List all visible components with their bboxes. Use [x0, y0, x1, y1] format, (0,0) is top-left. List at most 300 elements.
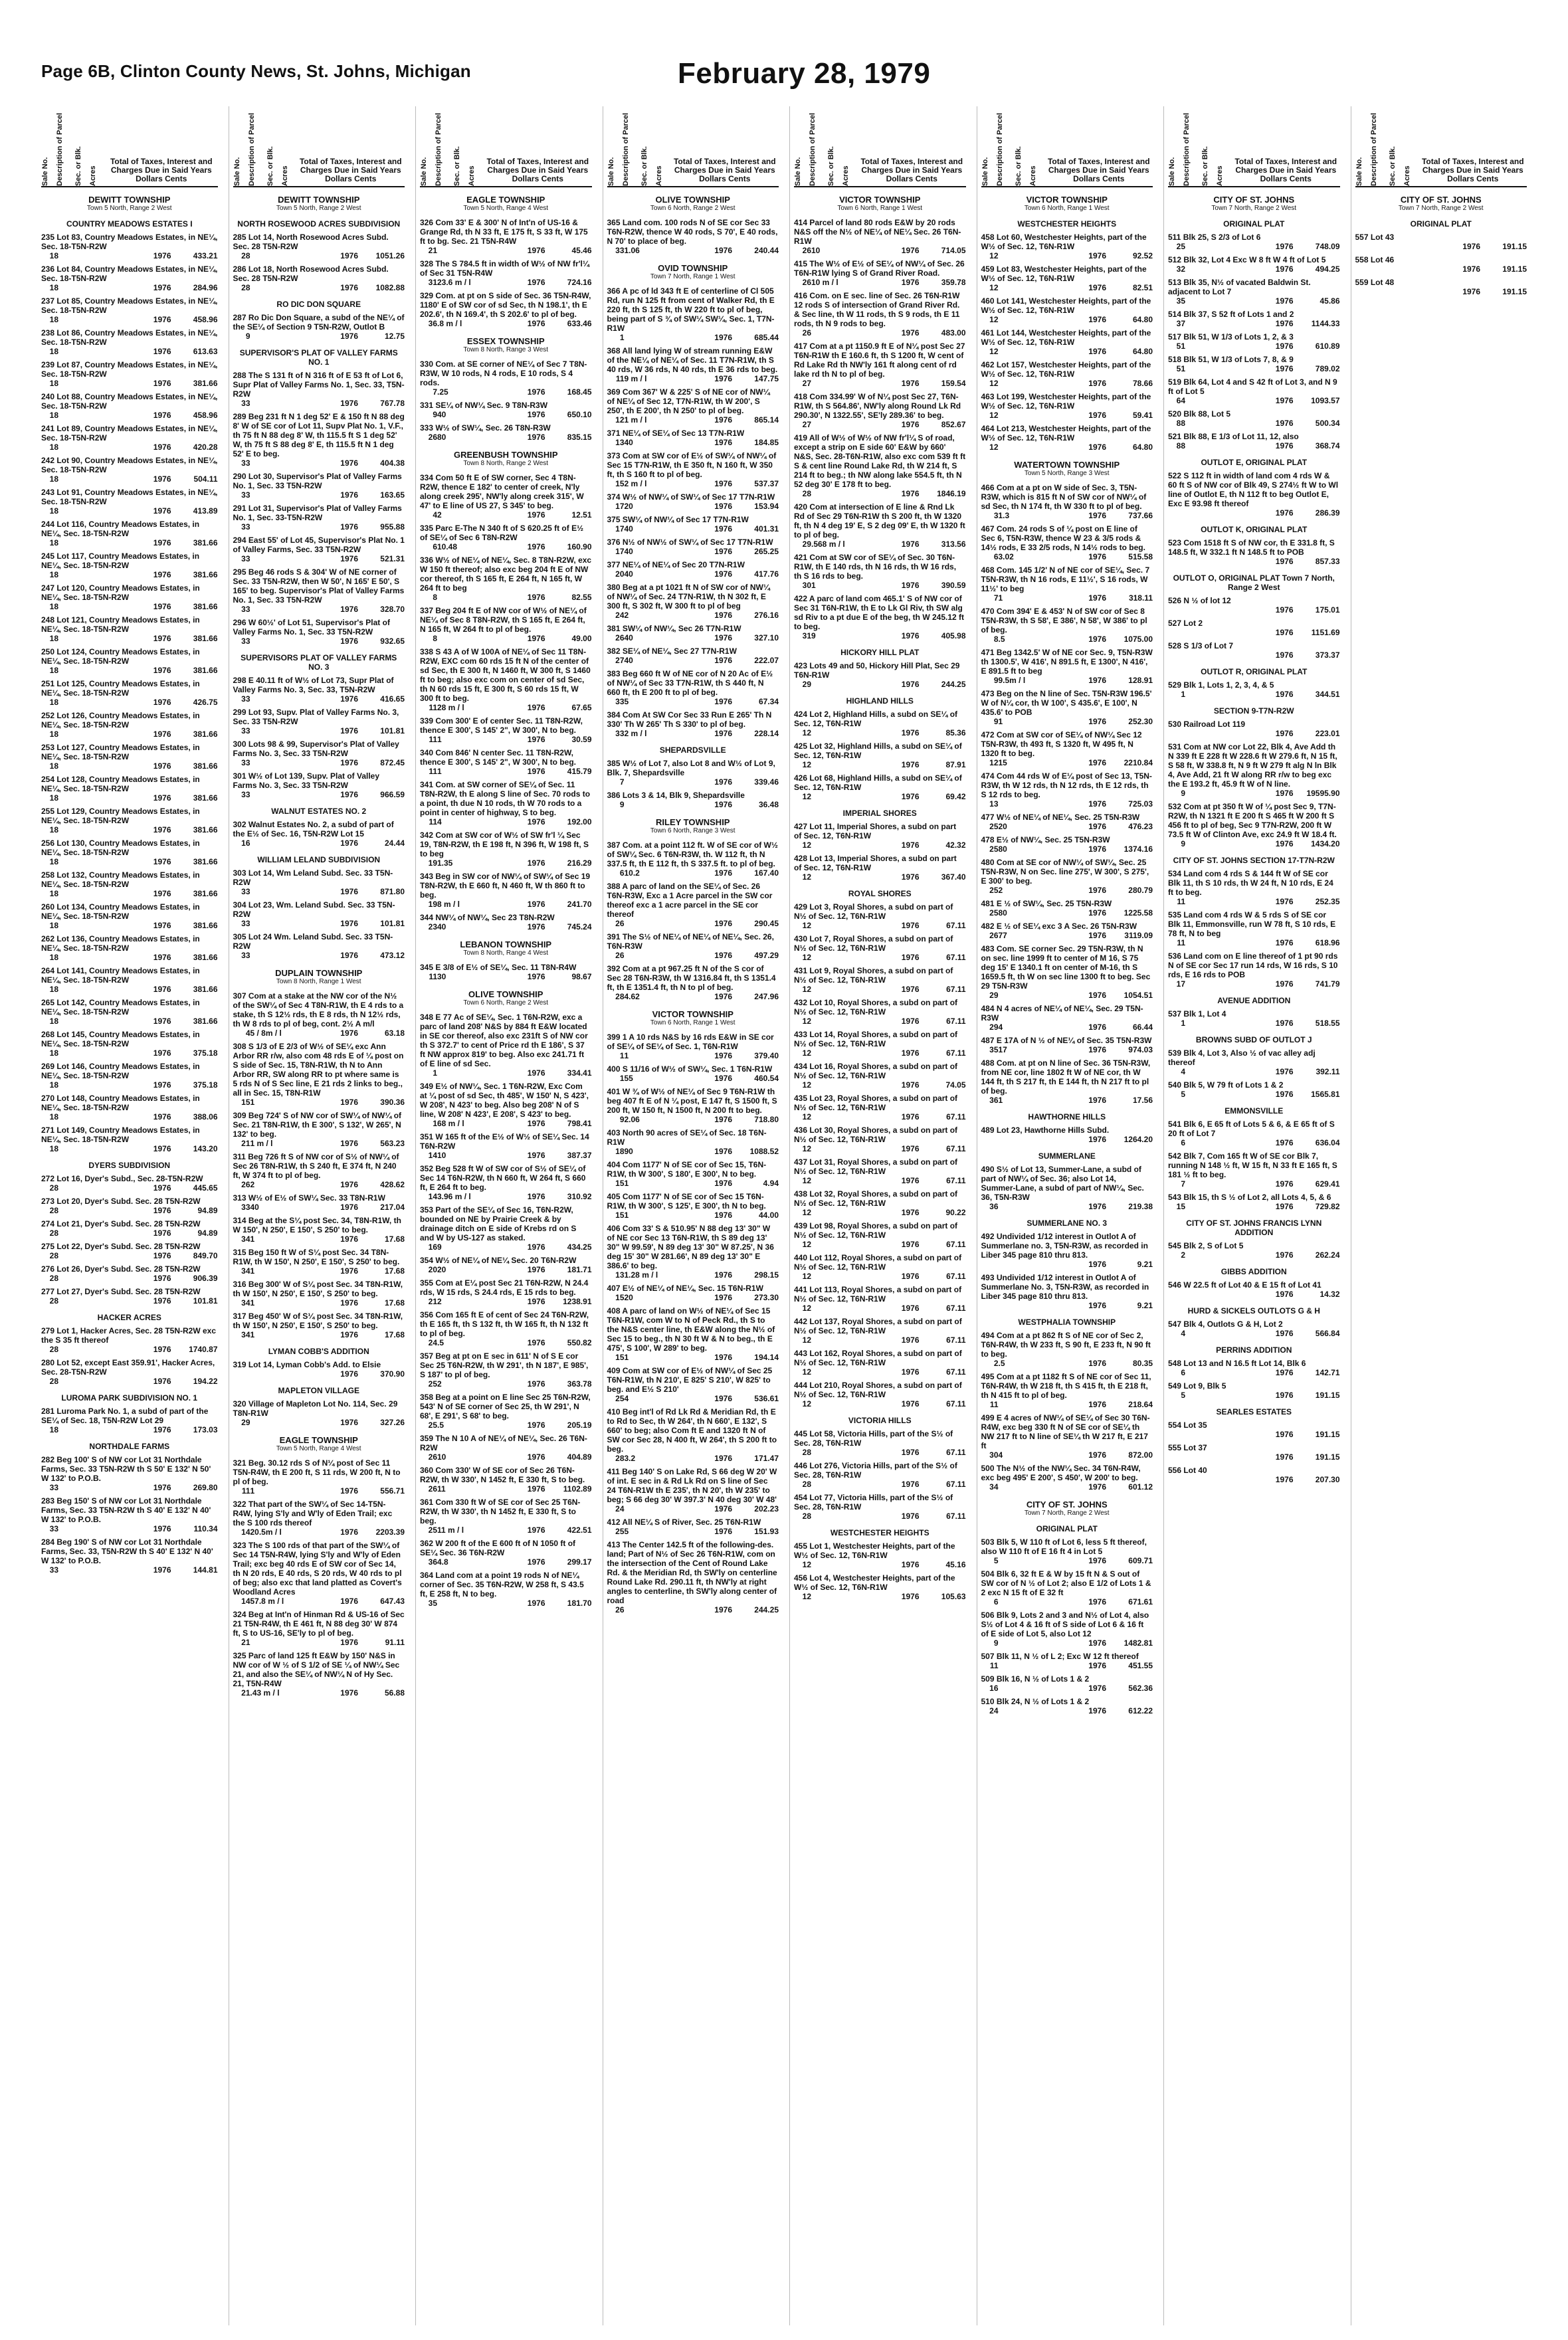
parcel-acres — [625, 777, 706, 787]
parcel-total: 247.96 — [754, 992, 779, 1001]
parcel-amount-row — [233, 1369, 405, 1379]
parcel-section — [981, 1301, 999, 1311]
parcel-section: 7 — [1181, 1179, 1185, 1189]
parcel-year: 1976 — [1275, 319, 1294, 328]
plat-heading: ROYAL SHORES — [848, 889, 912, 898]
parcel-amount-row — [607, 547, 779, 557]
parcel-amount-row — [981, 1023, 1153, 1032]
parcel-acres — [999, 1684, 1080, 1694]
parcel-description: 428 Lot 13, Imperial Shores, a subd on part of Sec. 12, T6N-R1W — [794, 854, 957, 872]
parcel-acres: .43 m / l — [250, 1688, 280, 1698]
parcel-year: 1976 — [1088, 908, 1106, 918]
parcel-amount-row — [1168, 296, 1340, 306]
parcel-amount-row — [981, 251, 1153, 261]
parcel-section: 18 — [49, 666, 58, 675]
parcel-description: 251 Lot 125, Country Meadows Estates, in NE¼, Sec. 18-T5N-R2W — [41, 679, 200, 698]
parcel-year: 1976 — [153, 1251, 171, 1260]
parcel-total: 67.11 — [946, 1335, 966, 1345]
listing-entry — [233, 1458, 405, 1496]
listing-entry — [981, 328, 1153, 357]
parcel-year: 1976 — [901, 1240, 920, 1249]
parcel-section: 33 — [615, 729, 625, 738]
parcel-year: 1976 — [340, 1139, 358, 1148]
parcel-description: 430 Lot 7, Royal Shores, a subd on part of N½ of Sec. 12, T6N-R1W — [794, 934, 953, 953]
parcel-total: 82.55 — [571, 593, 592, 602]
parcel-acres: 80 — [998, 908, 1007, 918]
plat-heading: SHEPARDSVILLE — [659, 745, 726, 755]
parcel-total: 67.11 — [946, 1480, 966, 1489]
listing-entry — [607, 1306, 779, 1363]
parcel-description: 407 E½ of NE¼ of NE¼, Sec. 15 T6N-R1W — [607, 1284, 763, 1293]
parcel-total: 966.59 — [380, 790, 405, 799]
parcel-section: 12 — [802, 1112, 811, 1121]
parcel-section: 4 — [433, 510, 437, 520]
parcel-description: 300 Lots 98 & 99, Supervisor's Plat of Valley Farms No. 3, Sec. 33 T5N-R2W — [233, 739, 399, 758]
parcel-acres — [1185, 1452, 1267, 1462]
masthead — [0, 0, 1568, 100]
listing-entry — [1355, 278, 1527, 297]
parcel-acres — [58, 1524, 145, 1534]
parcel-total: 67.11 — [946, 1448, 966, 1457]
parcel-acres — [999, 1597, 1080, 1607]
parcel-total: 91.11 — [385, 1638, 405, 1647]
parcel-amount-row — [981, 1202, 1153, 1212]
parcel-total: 647.43 — [380, 1597, 405, 1606]
listing-entry — [794, 259, 966, 288]
parcel-acres: 2 — [250, 1180, 255, 1189]
parcel-acres: 2 — [624, 611, 629, 620]
parcel-description: 244 Lot 116, Country Meadows Estates, in NE¼, Sec. 18-T5N-R2W — [41, 520, 200, 538]
listing-entry — [1168, 596, 1340, 615]
parcel-section: 29 — [802, 680, 811, 689]
parcel-total: 613.63 — [193, 347, 218, 356]
parcel-section: 9 — [619, 1115, 625, 1124]
parcel-year: 1976 — [153, 1296, 171, 1306]
parcel-total: 381.66 — [193, 985, 218, 994]
parcel-description: 529 Blk 1, Lots 1, 2, 3, 4, & 5 — [1168, 680, 1274, 690]
listing-entry — [607, 583, 779, 621]
parcel-acres — [437, 593, 519, 603]
parcel-description: 456 Lot 4, Westchester Heights, part of the W½ of Sec. 12, T6N-R1W — [794, 1573, 955, 1592]
listing-entry — [794, 1429, 966, 1458]
parcel-year: 1976 — [340, 490, 358, 500]
listing-entry — [420, 1256, 592, 1275]
parcel-section: 12 — [802, 760, 811, 769]
parcel-section: 4 — [1181, 1067, 1185, 1076]
parcel-description: 371 NE¼ of SE¼ of Sec 13 T7N-R1W — [607, 429, 745, 438]
listing-entry — [607, 964, 779, 1002]
parcel-description: 345 E 3/8 of E½ of SE¼, Sec. 11 T8N-R4W — [420, 963, 577, 972]
township-range: Town 8 North, Range 2 West — [463, 460, 549, 467]
parcel-total: 556.71 — [380, 1486, 405, 1496]
parcel-acres — [58, 698, 145, 708]
listing-entry — [1168, 409, 1340, 429]
parcel-section: 6 — [619, 868, 625, 878]
parcel-year: 1976 — [153, 442, 171, 452]
parcel-year: 1976 — [1275, 1329, 1294, 1338]
parcel-year: 1976 — [153, 506, 171, 516]
parcel-acres: .25 — [437, 387, 448, 397]
listing-entry — [420, 1132, 592, 1161]
parcel-year: 1976 — [714, 1293, 732, 1302]
parcel-amount-row — [41, 474, 218, 484]
parcel-year: 1976 — [340, 1527, 358, 1537]
listing-entry — [794, 1541, 966, 1570]
parcel-section: 12 — [802, 985, 811, 994]
parcel-amount-row — [607, 524, 779, 534]
parcel-total: 1144.33 — [1311, 319, 1340, 328]
parcel-total: 1151.69 — [1311, 628, 1340, 637]
parcel-total: 17.68 — [384, 1330, 405, 1339]
parcel-acres — [1185, 1475, 1267, 1485]
parcel-total: 368.74 — [1315, 441, 1340, 450]
parcel-amount-row — [981, 717, 1153, 727]
parcel-acres: 1 m / l — [250, 1139, 273, 1148]
parcel-amount-row — [420, 1484, 592, 1494]
parcel-acres — [437, 1599, 519, 1609]
parcel-total: 159.54 — [941, 379, 966, 388]
listing-entry — [981, 1610, 1153, 1648]
parcel-description: 273 Lot 20, Dyer's Subd. Sec. 28 T5N-R2W — [41, 1197, 201, 1206]
listing-entry — [1168, 1359, 1340, 1378]
parcel-year: 1976 — [714, 502, 732, 511]
township-heading: WATERTOWN TOWNSHIP — [1014, 460, 1120, 470]
parcel-total: 434.25 — [567, 1242, 592, 1252]
listing-column — [41, 106, 218, 2325]
parcel-total: 381.66 — [193, 570, 218, 579]
header-total: Total of Taxes, Interest and Charges Due in Said Years Dollars Cents — [1421, 157, 1524, 183]
parcel-amount-row — [981, 1359, 1153, 1369]
parcel-description: 288 The S 131 ft of N 316 ft of E 53 ft of Lot 6, Supr Plat of Valley Farms No. 1, Sec. 33, T5N-R2W — [233, 371, 405, 399]
parcel-acres — [58, 474, 145, 484]
parcel-section: 26 — [615, 633, 625, 642]
parcel-section: 7 — [619, 777, 625, 787]
parcel-amount-row — [794, 278, 966, 288]
parcel-acres: 68 m / l — [437, 1119, 464, 1128]
parcel-acres — [811, 1560, 893, 1570]
parcel-amount-row — [1168, 1138, 1340, 1148]
parcel-section: 18 — [49, 953, 58, 962]
parcel-description: 304 Lot 23, Wm. Leland Subd. Sec. 33 T5N-R2W — [233, 900, 395, 919]
parcel-total: 601.12 — [1128, 1482, 1153, 1492]
parcel-amount-row — [607, 569, 779, 579]
parcel-section: 6 — [1181, 1138, 1185, 1147]
parcel-description: 353 Part of the SE¼ of Sec 16, T6N-R2W, bounded on NE by Prairie Creek & by drainage ditch on E side of Krebs rd on S and W by US-127 as staked. — [420, 1205, 577, 1242]
parcel-acres: .8 m / l — [437, 319, 462, 328]
parcel-acres — [58, 1017, 145, 1026]
parcel-year: 1976 — [1275, 242, 1294, 251]
parcel-total: 85.36 — [945, 728, 966, 737]
parcel-total: 42.32 — [945, 840, 966, 850]
parcel-section: 12 — [989, 283, 999, 292]
parcel-description: 435 Lot 23, Royal Shores, a subd on part of N½ of Sec. 12, T6N-R1W — [794, 1094, 958, 1112]
parcel-year: 1976 — [153, 411, 171, 420]
parcel-total: 381.66 — [193, 602, 218, 611]
parcel-amount-row — [1168, 396, 1340, 406]
parcel-description: 348 E 77 Ac of SE¼, Sec. 1 T6N-R2W, exc a parc of land 208' N&S by 884 ft E&W located in SE cor thereof, also exc 231ft S of NW cor th S 372.7' to cent of Price rd th E 186', S 37 ft NW approx 819' to beg. Also exc 241.71 ft of E line of sd Sec. — [420, 1013, 588, 1068]
parcel-acres — [1185, 1290, 1267, 1300]
parcel-description: 411 Beg 140' S on Lake Rd, S 66 deg W 20' W of int. E sec in & Rd Lk Rd on S line of Sec 24 T6N-R1W th E 235', th N 20', th W 235' to beg; S 66 deg 30' W 397.3' N 40 deg 30' W 48' — [607, 1467, 777, 1504]
parcel-acres — [999, 1638, 1080, 1648]
parcel-total: 401.31 — [754, 524, 779, 534]
parcel-section: 33 — [241, 458, 250, 468]
parcel-section: 1 — [433, 1068, 437, 1078]
parcel-section: 34 — [241, 1266, 250, 1276]
parcel-acres — [1185, 1391, 1267, 1401]
parcel-section — [1168, 605, 1185, 615]
listing-entry — [981, 1464, 1153, 1492]
parcel-total: 67.11 — [946, 921, 966, 930]
parcel-description: 282 Beg 100' S of NW cor Lot 31 Northdale Farms, Sec. 33 T5N-R2W th S 50' E 132' N 50' W 132' to P.O.B. — [41, 1455, 211, 1483]
parcel-acres — [1185, 938, 1267, 948]
parcel-amount-row — [233, 1597, 405, 1607]
parcel-year: 1976 — [901, 1335, 920, 1345]
header-sec-blk: Sec. or Blk. — [453, 146, 461, 186]
parcel-amount-row — [41, 953, 218, 963]
listing-entry — [794, 1094, 966, 1122]
parcel-acres — [58, 1425, 145, 1435]
listing-entry — [794, 710, 966, 738]
parcel-acres — [625, 951, 706, 961]
parcel-section: 6 — [993, 1597, 999, 1607]
parcel-description: 490 S½ of Lot 13, Summer-Lane, a subd of part of NW¼ of Sec. 36; also Lot 14, Summer-Lane, a subd of part of NW¼, Sec. 36, T5N-R3W — [981, 1165, 1144, 1202]
parcel-year: 1976 — [1275, 1202, 1294, 1211]
township-heading: ESSEX TOWNSHIP — [466, 336, 545, 346]
parcel-total: 205.19 — [567, 1420, 592, 1430]
parcel-section: 24 — [428, 1338, 437, 1347]
township-heading: EAGLE TOWNSHIP — [466, 195, 545, 205]
parcel-year: 1976 — [714, 1051, 732, 1060]
parcel-acres — [1185, 979, 1267, 989]
header-total: Total of Taxes, Interest and Charges Due in Said Years Dollars Cents — [486, 157, 589, 183]
listing-entry — [981, 264, 1153, 293]
parcel-amount-row — [420, 1452, 592, 1462]
parcel-amount-row — [41, 538, 218, 548]
parcel-description: 405 Com 1177' N of SE cor of Sec 15 T6N-R1W, th W 300', S 125', E 300', th N to beg. — [607, 1192, 766, 1211]
parcel-acres — [999, 283, 1080, 293]
parcel-description: 243 Lot 91, Country Meadows Estates, in NE¼, Sec. 18-T5N-R2W — [41, 488, 218, 506]
parcel-section: 34 — [241, 1330, 250, 1339]
listing-entry — [981, 1372, 1153, 1410]
parcel-total: 381.66 — [193, 953, 218, 962]
parcel-total: 550.82 — [567, 1338, 592, 1347]
header-acres: Acres — [1216, 165, 1224, 186]
parcel-amount-row — [794, 1448, 966, 1458]
parcel-year: 1976 — [1088, 991, 1106, 1000]
parcel-year: 1976 — [153, 251, 171, 260]
parcel-total: 313.56 — [941, 539, 966, 549]
parcel-description: 265 Lot 142, Country Meadows Estates, in NE¼, Sec. 18-T5N-R2W — [41, 998, 200, 1017]
parcel-year: 1976 — [1275, 441, 1294, 450]
parcel-section: 26 — [428, 1452, 437, 1462]
parcel-section: 28 — [49, 1228, 58, 1238]
parcel-section: 33 — [241, 790, 250, 799]
parcel-total: 1565.81 — [1311, 1090, 1340, 1099]
parcel-total: 852.67 — [941, 420, 966, 429]
plat-heading: DYERS SUBDIVISION — [88, 1161, 171, 1170]
parcel-year: 1976 — [527, 542, 545, 551]
parcel-year: 1976 — [527, 735, 545, 744]
parcel-total: 426.75 — [193, 698, 218, 707]
plat-heading: HAWTHORNE HILLS — [1028, 1112, 1106, 1121]
parcel-amount-row — [41, 1048, 218, 1058]
parcel-description: 423 Lots 49 and 50, Hickory Hill Plat, Sec 29 T6N-R1W — [794, 661, 960, 680]
parcel-year: 1976 — [1088, 1661, 1106, 1670]
parcel-total: 849.70 — [193, 1251, 218, 1260]
parcel-acres — [811, 328, 893, 338]
parcel-amount-row — [420, 410, 592, 420]
parcel-year: 1976 — [1275, 296, 1294, 306]
township-range: Town 7 North, Range 1 West — [650, 273, 735, 280]
header-total: Total of Taxes, Interest and Charges Due in Said Years Dollars Cents — [110, 157, 213, 183]
listing-entry — [607, 669, 779, 707]
parcel-amount-row — [607, 800, 779, 810]
parcel-amount-row — [1168, 789, 1340, 799]
parcel-year: 1976 — [1088, 758, 1106, 767]
header-acres: Acres — [468, 165, 476, 186]
listing-entry — [607, 1540, 779, 1615]
parcel-amount-row — [41, 1377, 218, 1387]
parcel-amount-row — [794, 680, 966, 690]
parcel-amount-row — [233, 838, 405, 848]
column-header — [1355, 106, 1527, 187]
parcel-amount-row — [981, 283, 1153, 293]
parcel-total: 78.66 — [1132, 379, 1153, 388]
parcel-section: 37 — [1176, 319, 1185, 328]
parcel-description: 543 Blk 15, th S ½ of Lot 2, all Lots 4, 5, & 6 — [1168, 1193, 1331, 1202]
listing-entry — [1168, 720, 1340, 739]
parcel-acres — [625, 800, 706, 810]
parcel-year: 1976 — [714, 374, 732, 383]
listing-entry — [420, 1310, 592, 1348]
parcel-section: 33 — [49, 1483, 58, 1492]
parcel-total: 748.09 — [1315, 242, 1340, 251]
parcel-section: 12 — [802, 792, 811, 801]
parcel-section: 33 — [49, 1565, 58, 1575]
parcel-amount-row — [794, 1399, 966, 1409]
parcel-acres — [999, 442, 1080, 452]
parcel-acres: 1 — [250, 1098, 255, 1107]
parcel-year: 1976 — [901, 1144, 920, 1153]
parcel-amount-row — [981, 442, 1153, 452]
header-sale-no: Sale No. — [420, 157, 428, 186]
parcel-total: 1374.16 — [1124, 844, 1153, 854]
parcel-amount-row — [794, 328, 966, 338]
parcel-description: 391 The S½ of NE¼ of NE¼ of NE¼, Sec. 26, T6N-R3W — [607, 932, 774, 951]
plat-heading: EMMONSVILLE — [1225, 1106, 1284, 1116]
parcel-year: 1976 — [1275, 1250, 1294, 1260]
parcel-description: 286 Lot 18, North Rosewood Acres Subd. Sec. 28 T5N-R2W — [233, 264, 389, 283]
listing-entry — [420, 1498, 592, 1535]
parcel-amount-row — [981, 931, 1153, 941]
township-range: Town 6 North, Range 1 West — [650, 1019, 735, 1026]
parcel-description: 386 Lots 3 & 14, Blk 9, Shepardsville — [607, 791, 745, 800]
parcel-total: 219.38 — [1128, 1202, 1153, 1211]
parcel-section: 14 — [241, 1527, 250, 1537]
parcel-total: 1088.52 — [749, 1147, 779, 1156]
parcel-total: 392.11 — [1316, 1067, 1340, 1076]
parcel-amount-row — [420, 1192, 592, 1202]
parcel-section: 12 — [989, 347, 999, 356]
plat-heading: BROWNS SUBD OF OUTLOT J — [1195, 1035, 1312, 1044]
parcel-year: 1976 — [527, 1557, 545, 1567]
parcel-year: 1976 — [714, 246, 732, 255]
parcel-acres: 40 — [437, 410, 446, 419]
parcel-total: 101.81 — [193, 1296, 218, 1306]
listing-entry — [1168, 1048, 1340, 1077]
parcel-section: 21 — [241, 1139, 250, 1148]
parcel-acres — [58, 1377, 145, 1387]
parcel-section: 27 — [615, 656, 625, 665]
parcel-amount-row — [981, 634, 1153, 644]
parcel-section: 12 — [802, 1399, 811, 1409]
parcel-section: 12 — [802, 1144, 811, 1153]
parcel-description: 241 Lot 89, Country Meadows Estates, in NE¼, Sec. 18-T5N-R2W — [41, 424, 218, 442]
parcel-acres — [58, 1112, 145, 1122]
parcel-total: 745.24 — [567, 922, 592, 931]
parcel-acres — [1185, 242, 1267, 252]
parcel-description: 344 NW¼ of NW¼, Sec 23 T8N-R2W — [420, 913, 555, 922]
parcel-description: 317 Beg 450' W of S¼ post Sec. 34 T8N-R1W, th W 150', N 250', E 150', S 250' to beg. — [233, 1312, 403, 1330]
parcel-year: 1976 — [153, 666, 171, 675]
parcel-year: 1976 — [153, 793, 171, 803]
parcel-description: 400 S 11/16 of W½ of SW¼, Sec. 1 T6N-R1W — [607, 1064, 773, 1074]
parcel-amount-row — [233, 1098, 405, 1108]
parcel-section: 28 — [241, 251, 250, 260]
listing-entry — [607, 1128, 779, 1157]
parcel-description: 528 S 1/3 of Lot 7 — [1168, 641, 1234, 650]
listing-entry — [233, 1248, 405, 1276]
parcel-amount-row — [981, 1301, 1153, 1311]
parcel-amount-row — [1355, 287, 1527, 297]
parcel-description: 412 All NE¼ S of River, Sec. 25 T6N-R1W — [607, 1517, 761, 1527]
listing-entry — [981, 483, 1153, 521]
parcel-total: 105.63 — [941, 1592, 966, 1601]
parcel-acres: 1 — [250, 1234, 255, 1244]
parcel-acres — [811, 1272, 893, 1282]
parcel-amount-row — [233, 1234, 405, 1244]
parcel-section: 13 — [615, 1270, 625, 1280]
listing-entry — [233, 1651, 405, 1698]
parcel-amount-row — [233, 283, 405, 293]
parcel-total: 194.22 — [193, 1377, 218, 1386]
parcel-amount-row — [41, 411, 218, 421]
parcel-section: 30 — [989, 1450, 999, 1460]
parcel-description: 307 Com at a stake at the NW cor of the N½ of the SW¼ of Sec 4 T8N-R1W, th E 4 rds to a stake, th S 12½ rds, th E 8 rds, th N 12½ rds, th W 8 rds to pl of beg, cont. 2½ A m/l — [233, 991, 404, 1028]
parcel-year: 1976 — [1088, 411, 1106, 420]
parcel-total: 872.45 — [380, 758, 405, 767]
parcel-section: 35 — [1176, 296, 1185, 306]
parcel-total: 724.16 — [567, 278, 592, 287]
listing-entry — [41, 838, 218, 867]
parcel-amount-row — [41, 1206, 218, 1216]
parcel-section: 9 — [619, 800, 625, 809]
parcel-total: 518.55 — [1315, 1019, 1340, 1028]
parcel-total: 636.04 — [1315, 1138, 1340, 1147]
parcel-section: 29 — [989, 991, 999, 1000]
parcel-description: 424 Lot 2, Highland Hills, a subd on SE¼ of Sec. 12, T6N-R1W — [794, 710, 958, 728]
parcel-amount-row — [794, 581, 966, 591]
plat-heading: LYMAN COBB'S ADDITION — [268, 1347, 369, 1356]
parcel-description: 340 Com 846' N center Sec. 11 T8N-R2W, thence E 300', S 145' 2", W 300', N to beg. — [420, 748, 577, 767]
listing-entry — [233, 1111, 405, 1149]
parcel-acres — [1185, 396, 1267, 406]
parcel-amount-row — [41, 602, 218, 612]
parcel-description: 309 Beg 724' S of NW cor of SW¼ of NW¼ of Sec. 21 T8N-R1W, th E 300', S 132', W 265', N 132' to beg. — [233, 1111, 402, 1139]
listing-entry — [233, 868, 405, 897]
parcel-section: 18 — [49, 602, 58, 611]
parcel-acres — [250, 554, 332, 564]
